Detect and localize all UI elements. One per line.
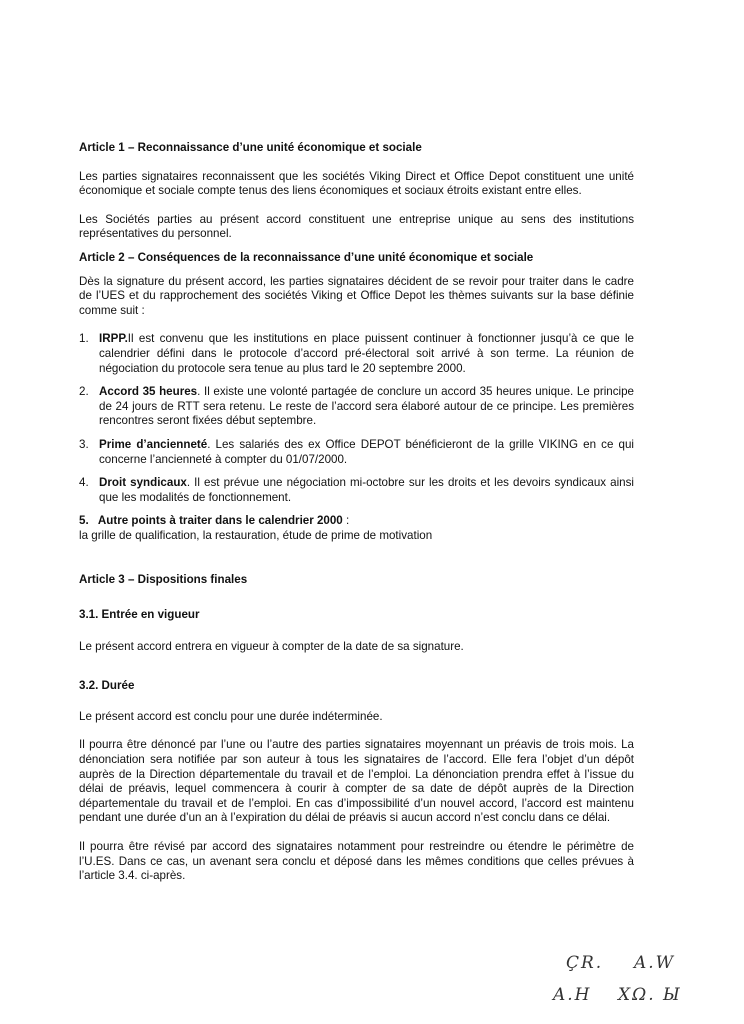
point-heading: Prime d’ancienneté [99, 437, 208, 451]
article-2-intro: Dès la signature du présent accord, les parties signataires décident de se revoir pour traiter dans le cadre de l’UES et du rapprochement des sociétés Viking et Office Depot les thèmes suivants sur la base définie comme suit : [79, 274, 634, 317]
point-heading: Accord 35 heures [99, 385, 198, 399]
point-number: 2. [79, 385, 89, 399]
point-text: . Il est prévue une négociation mi-octobre sur les droits et les devoirs syndicaux ainsi que les modalités de fonctionnement. [99, 476, 635, 504]
point-5-suffix: : [342, 514, 350, 528]
list-item [79, 332, 634, 376]
point-heading: IRPP. [99, 332, 128, 346]
article-2-title: Article 2 – Conséquences de la reconnaissance d’une unité économique et sociale [79, 250, 534, 264]
point-5-text: la grille de qualification, la restauration, étude de prime de motivation [79, 528, 433, 542]
article-1-paragraph-1: Les parties signataires reconnaissent que les sociétés Viking Direct et Office Depot constituent une unité économique et sociale compte tenus des liens économiques et sociaux étroits existant entre elles. [79, 169, 634, 198]
handwritten-initials-1: ÇR. [566, 953, 604, 973]
point-heading: Droit syndicaux [99, 476, 187, 490]
list-item [79, 476, 634, 505]
list-item [79, 438, 634, 467]
section-3-2-paragraph-1: Le présent accord est conclu pour une durée indéterminée. [79, 709, 383, 723]
section-3-2-title: 3.2. Durée [79, 679, 135, 693]
article-2-points-list [79, 332, 634, 505]
article-1-title: Article 1 – Reconnaissance d’une unité économique et sociale [79, 141, 422, 154]
section-3-2-paragraph-2: Il pourra être dénoncé par l’une ou l’autre des parties signataires moyennant un préavis de trois mois. La dénonciation sera notifiée par son auteur à tous les signataires de l’accord. Elle fera l’objet d’un dépôt auprès de la Direction départementale du travail et de l’emploi. La dénonciation prendra effet à l’issue du délai de préavis, lequel commencera à courir à compter de sa date de dépôt auprès de la Direction départementale du travail et de l’emploi. En cas d’impossibilité d’un nouvel accord, l’accord est maintenu pendant une durée d’un an à l’expiration du délai de préavis si aucun accord n’est conclu dans ce délai. [79, 738, 634, 825]
list-item [79, 385, 634, 429]
article-1-paragraph-2: Les Sociétés parties au présent accord constituent une entreprise unique au sens des institutions représentatives du personnel. [79, 212, 634, 241]
section-3-1-title: 3.1. Entrée en vigueur [79, 608, 200, 622]
handwritten-initials-3: A.H [553, 985, 592, 1005]
point-5-heading: Autre points à traiter dans le calendrier 2000 [97, 514, 343, 528]
point-number: 1. [79, 332, 89, 346]
handwritten-initials-4: ΧΩ. Ы [618, 985, 682, 1005]
point-number: 4. [79, 476, 89, 490]
handwritten-initials-2: A.W [634, 953, 676, 973]
point-text: . Il existe une volonté partagée de conclure un accord 35 heures unique. Le principe de 24 jours de RTT sera retenu. Le reste de l’accord sera élaboré autour de ce principe. Les premières rencontres seront fixées début septembre. [99, 385, 634, 428]
section-3-2-paragraph-3: Il pourra être révisé par accord des signataires notamment pour restreindre ou étendre le périmètre de l’U.ES. Dans ce cas, un avenant sera conclu et déposé dans les mêmes conditions que celles prévues à l’article 3.4. ci-après. [79, 840, 634, 883]
point-text: Il est convenu que les institutions en place puissent continuer à fonctionner jusqu’à ce que le calendrier défini dans le protocole d’accord pré-électoral soit arrivé à son terme. La réunion de négociation du protocole sera tenue au plus tard le 20 septembre 2000. [99, 332, 634, 375]
article-3-title: Article 3 – Dispositions finales [79, 573, 248, 587]
document-body [79, 141, 634, 884]
point-number: 3. [79, 437, 89, 451]
section-3-1-text: Le présent accord entrera en vigueur à compter de la date de sa signature. [79, 639, 464, 653]
point-text: . Les salariés des ex Office DEPOT bénéficieront de la grille VIKING en ce qui concerne l’ancienneté à compter du 01/07/2000. [99, 437, 634, 466]
point-5-number: 5. [79, 514, 89, 528]
article-2-point-5 [79, 514, 634, 543]
